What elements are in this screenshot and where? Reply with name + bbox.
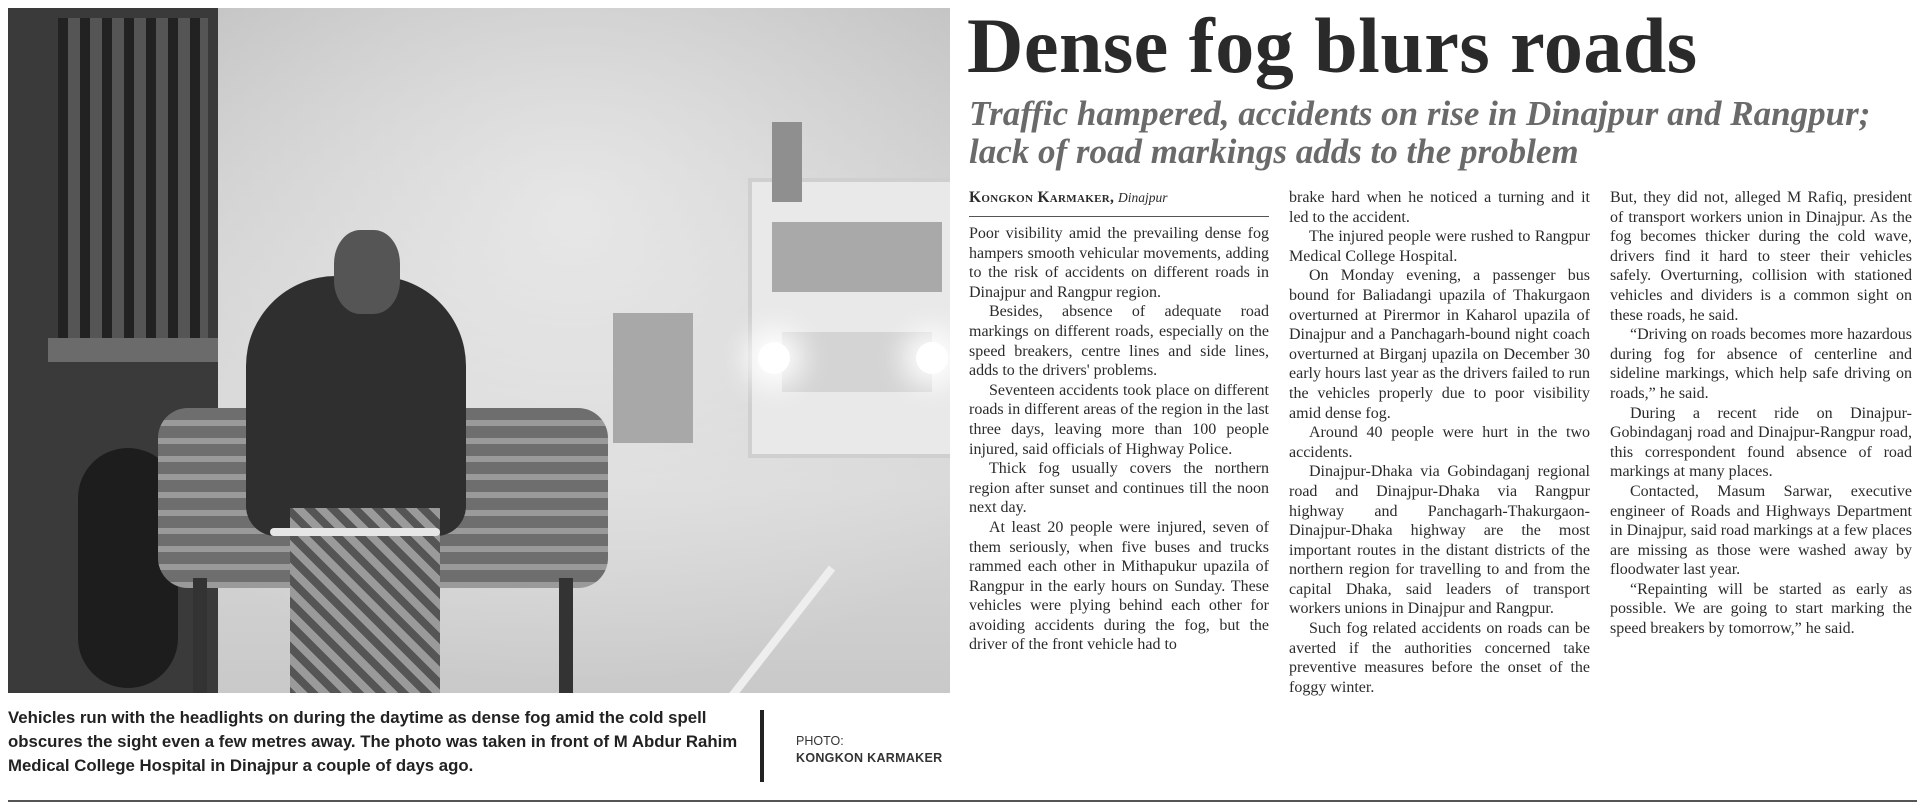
paragraph: Seventeen accidents took place on different roads in different areas of the region in the last three days, leaving more than 100 people injured, said officials of Highway Police.	[969, 381, 1269, 458]
truck-windshield	[772, 222, 942, 292]
subhead: Traffic hampered, accidents on rise in Dinajpur and Rangpur; lack of road markings adds to the problem	[969, 94, 1871, 171]
truck-grille	[782, 332, 932, 392]
paragraph: Contacted, Masum Sarwar, executive engineer of Roads and Highways Department in Dinajpur, said road markings at a few places are missing as those were washed away by floodwater last year.	[1610, 482, 1912, 579]
distant-vehicle	[613, 313, 693, 443]
byline	[969, 188, 1269, 214]
photo-caption: Vehicles run with the headlights on during the daytime as dense fog amid the cold spell obscures the sight even a few metres away. The photo was taken in front of M Abdur Rahim Medical College Hospital in Dinajpur a couple of days ago.	[8, 708, 738, 775]
paragraph: “Driving on roads becomes more hazardous during fog for absence of centerline and sideline markings, which help safe driving on roads,” he said.	[1610, 326, 1912, 402]
article-column-3	[1610, 188, 1912, 639]
rider	[246, 276, 466, 536]
paragraph: Besides, absence of adequate road markings on different roads, especially on the speed breakers, centre lines and side lines, adds to the drivers' problems.	[969, 303, 1269, 380]
handlebar	[270, 528, 440, 536]
headlight-left	[758, 342, 790, 374]
photo-credit-label: PHOTO:	[796, 734, 844, 748]
news-photo	[8, 8, 950, 693]
paragraph: Around 40 people were hurt in the two accidents.	[1289, 424, 1590, 461]
paragraph: Poor visibility amid the prevailing dense fog hampers smooth vehicular movements, adding to the risk of accidents on different roads in Dinajpur and Rangpur region.	[969, 225, 1269, 301]
truck-side-panel	[58, 18, 208, 348]
paragraph: But, they did not, alleged M Rafiq, president of transport workers union in Dinajpur. As the fog becomes thicker during the cold wave, drivers find it hard to steer their vehicles safely. Overturning, collision with stationed vehicles and dividers is a common sight on these roads, he said.	[1610, 189, 1912, 324]
paragraph: Thick fog usually covers the northern region after sunset and continues till the noon next day.	[969, 460, 1269, 517]
byline-rule	[969, 216, 1269, 217]
article-column-2	[1289, 188, 1590, 697]
headlight-right	[916, 342, 948, 374]
paragraph: During a recent ride on Dinajpur-Gobindaganj road and Dinajpur-Rangpur road, this correspondent found absence of road markings at many places.	[1610, 404, 1912, 481]
paragraph: The injured people were rushed to Rangpur Medical College Hospital.	[1289, 228, 1590, 265]
paragraph: Such fog related accidents on roads can be averted if the authorities concerned take preventive measures before the onset of the foggy winter.	[1289, 620, 1590, 696]
paragraph: Dinajpur-Dhaka via Gobindaganj regional road and Dinajpur-Dhaka via Rangpur highway and Panchagarh-Thakurgaon-Dinajpur-Dhaka highway are the most important routes in the distant districts of the northern region for travelling to and from the capital Dhaka, said leaders of transport workers unions in Dinajpur and Rangpur.	[1289, 463, 1590, 618]
paragraph: At least 20 people were injured, seven of them seriously, when five buses and trucks rammed each other in Mithapukur upazila of Rangpur in the early hours on Sunday. These vehicles were plying behind each other for avoiding accidents during the fog, but the driver of the front vehicle had to	[969, 518, 1269, 654]
paragraph: brake hard when he noticed a turning and it led to the accident.	[1289, 189, 1590, 226]
byline-author: Kongkon Karmaker,	[969, 189, 1115, 206]
truck-foreground	[8, 8, 218, 693]
photo-credit	[796, 733, 942, 767]
truck-rail	[48, 338, 218, 362]
bottom-rule	[8, 800, 1917, 802]
caption-divider	[760, 710, 764, 782]
paragraph: On Monday evening, a passenger bus bound for Baliadangi upazila of Thakurgaon overturned at Pirermor in Kaharol upazila of Dinajpur and a Panchagarh-bound night coach overturned at Birganj upazila on December 30 early hours last year as the drivers failed to run the vehicles properly due to poor visibility amid dense fog.	[1289, 267, 1590, 422]
headline: Dense fog blurs roads	[967, 2, 1698, 89]
photo-credit-name: KONGKON KARMAKER	[796, 751, 943, 765]
rider-head	[334, 230, 400, 314]
truck-cargo	[772, 122, 802, 202]
byline-place: Dinajpur	[1118, 190, 1168, 205]
oncoming-truck	[748, 178, 950, 458]
article-column-1	[969, 224, 1269, 655]
paragraph: “Repainting will be started as early as possible. We are going to start marking the speed breakers by tomorrow,” he said.	[1610, 580, 1912, 638]
